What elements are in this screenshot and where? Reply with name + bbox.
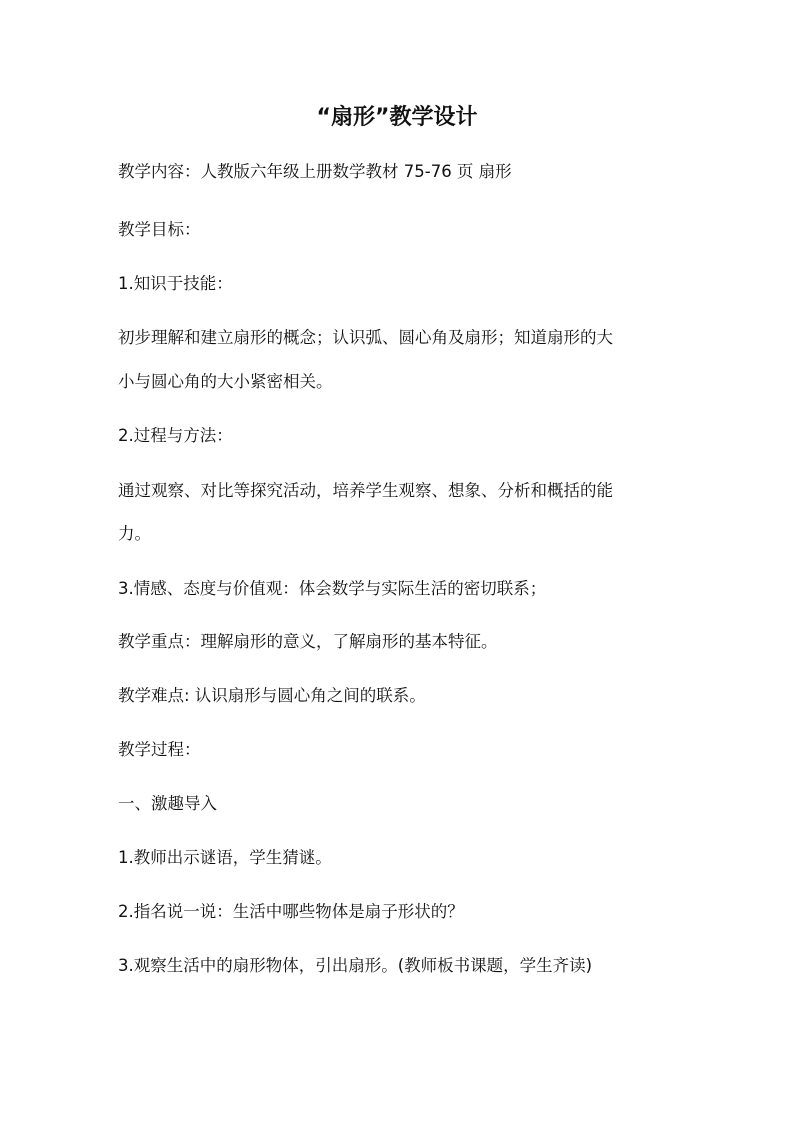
teaching-content-line: 教学内容：人教版六年级上册数学教材 75-76 页 扇形 (118, 162, 512, 181)
knowledge-skills-text-line-2: 小与圆心角的大小紧密相关。 (118, 372, 333, 391)
emotion-values-line: 3.情感、态度与价值观：体会数学与实际生活的密切联系； (118, 579, 547, 598)
step-one-line: 1.教师出示谜语，学生猜谜。 (118, 848, 332, 867)
knowledge-skills-text-line-1: 初步理解和建立扇形的概念；认识弧、圆心角及扇形；知道扇形的大 (118, 328, 613, 347)
process-method-heading: 2.过程与方法： (118, 426, 233, 445)
process-method-text-line-1: 通过观察、对比等探究活动，培养学生观察、想象、分析和概括的能 (118, 481, 613, 500)
section-one-heading: 一、激趣导入 (118, 794, 217, 813)
step-two-line: 2.指名说一说：生活中哪些物体是扇子形状的？ (118, 902, 464, 921)
document-title: “扇形”教学设计 (316, 105, 478, 130)
teaching-process-heading: 教学过程： (118, 740, 201, 759)
step-three-line: 3.观察生活中的扇形物体，引出扇形。(教师板书课题，学生齐读) (118, 956, 593, 975)
knowledge-skills-heading: 1.知识于技能： (118, 274, 233, 293)
teaching-key-point: 教学重点：理解扇形的意义，了解扇形的基本特征。 (118, 632, 498, 651)
process-method-text-line-2: 力。 (118, 524, 151, 543)
teaching-difficulty: 教学难点: 认识扇形与圆心角之间的联系。 (118, 686, 426, 705)
teaching-goals-heading: 教学目标： (118, 220, 201, 239)
